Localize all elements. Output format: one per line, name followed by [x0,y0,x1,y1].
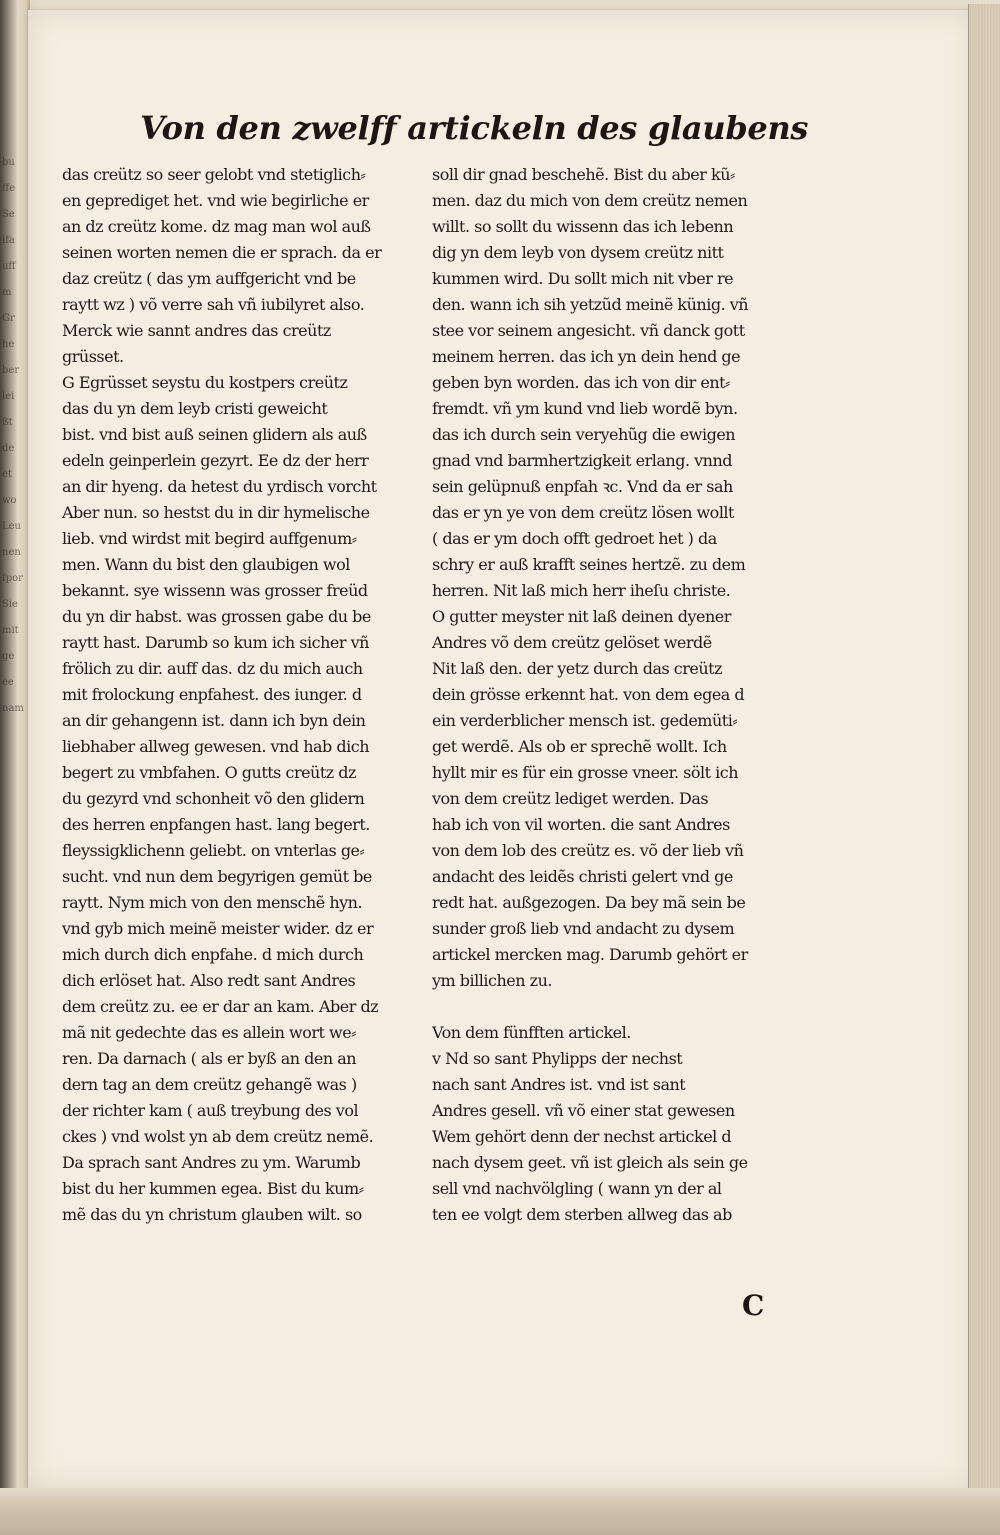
left-page-text-fragments [2,150,26,722]
left-column-line: seinen worten nemen die er sprach. da er [62,243,382,262]
right-column-line: redt hat. außgezogen. Da bey mã sein be [432,893,746,912]
right-column-line: Andres võ dem creütz gelöset werdẽ [432,633,712,652]
left-column-line: liebhaber allweg gewesen. vnd hab dich [62,737,369,756]
left-column-line: grüsset. [62,347,124,366]
right-column-line: das er yn ye von dem creütz lösen wollt [432,503,734,522]
left-column-line: fleyssigklichenn geliebt. on vnterlas ge⸗ [62,841,365,860]
left-column-line: bekannt. sye wissenn was grosser freüd [62,581,368,600]
left-page-fragment: fpor [2,573,23,584]
right-column-line: nach sant Andres ist. vnd ist sant [432,1075,686,1094]
left-column-line: an dir gehangenn ist. dann ich byn dein [62,711,366,730]
left-page-fragment: et [2,469,12,480]
left-page-fragment: ifa [2,235,15,246]
left-page-fragment: wo [2,495,17,506]
left-column-line: das du yn dem leyb cristi geweicht [62,399,328,418]
left-page-fragment: mit [2,625,19,636]
right-column-line: von dem creütz lediget werden. Das [432,789,709,808]
left-page-fragment: bu [2,157,15,168]
right-column-line: hyllt mir es für ein grosse vneer. sölt ich [432,763,739,782]
right-column-line: herren. Nit laß mich herr iheſu christe. [432,581,731,600]
right-column-line: v Nd so sant Phylipps der nechst [432,1049,683,1068]
right-column-line: sein gelüpnuß enpfah ꝛc. Vnd da er sah [432,477,733,496]
left-column-line: begert zu vmbfahen. O gutts creütz dz [62,763,356,782]
left-column-line: ckes ) vnd wolst yn ab dem creütz nemẽ. [62,1127,374,1146]
right-column-line: artickel mercken mag. Darumb gehört er [432,945,748,964]
left-column-line: sucht. vnd nun dem begyrigen gemüt be [62,867,372,886]
left-page-fragment: Gr [2,313,15,324]
right-column-line: dein grösse erkennt hat. von dem egea d [432,685,745,704]
right-column-line: O gutter meyster nit laß deinen dyener [432,607,731,626]
right-column-line: geben byn worden. das ich von dir ent⸗ [432,373,730,392]
left-column-line: der richter kam ( auß treybung des vol [62,1101,359,1120]
right-column-line: ein verderblicher mensch ist. gedemüti⸗ [432,711,738,730]
left-column-line: vnd gyb mich meinẽ meister wider. dz er [62,919,374,938]
left-page-fragment: Se [2,209,15,220]
left-column-line: mã nit gedechte das es allein wort we⸗ [62,1023,356,1042]
left-page-fragment: ßt [2,417,13,428]
left-column-line: Merck wie sannt andres das creütz [62,321,331,340]
right-column-line: ten ee volgt dem sterben allweg das ab [432,1205,732,1224]
left-column-line: des herren enpfangen hast. lang begert. [62,815,370,834]
left-page-fragment: he [2,339,15,350]
left-column-line: G Egrüsset seystu du kostpers creütz [62,373,348,392]
left-column-line: raytt. Nym mich von den menschẽ hyn. [62,893,363,912]
left-column-line: lieb. vnd wirdst mit begird auffgenum⸗ [62,529,357,548]
right-column-line: sunder groß lieb vnd andacht zu dysem [432,919,735,938]
left-column-line: frölich zu dir. auff das. dz du mich auch [62,659,363,678]
left-column-line: raytt hast. Darumb so kum ich sicher vñ [62,633,369,652]
right-column-line: meinem herren. das ich yn dein hend ge [432,347,741,366]
right-column-line: ym billichen zu. [432,971,552,990]
left-page-fragment: nam [2,703,24,714]
left-column-line: raytt wz ) võ verre sah vñ iubilyret also. [62,295,365,314]
right-column-line: Nit laß den. der yetz durch das creütz [432,659,723,678]
left-column-line: daz creütz ( das ym auffgericht vnd be [62,269,356,288]
left-column-line: das creütz so seer gelobt vnd stetiglich⸗ [62,165,366,184]
right-column-line: willt. so sollt du wissenn das ich lebenn [432,217,734,236]
left-page-fragment: ge [2,651,15,662]
left-page-fragment: ffe [2,183,16,194]
right-column-line: Von dem fünfften artickel. [432,1023,631,1042]
right-column-line: andacht des leidẽs christi gelert vnd ge [432,867,733,886]
left-column-line: bist. vnd bist auß seinen glidern als auß [62,425,367,444]
right-column-line: von dem lob des creütz es. võ der lieb vñ [432,841,744,860]
right-column-line: Wem gehört denn der nechst artickel d [432,1127,732,1146]
right-column-line: gnad vnd barmhertzigkeit erlang. vnnd [432,451,733,470]
right-text-column [432,162,777,1228]
left-column-line: men. Wann du bist den glaubigen wol [62,555,350,574]
left-page-fragment: de [2,443,15,454]
right-column-line: sell vnd nachvölgling ( wann yn der al [432,1179,722,1198]
left-column-line: mẽ das du yn christum glauben wilt. so [62,1205,362,1224]
right-column-line: fremdt. vñ ym kund vnd lieb wordẽ byn. [432,399,738,418]
left-column-line: dern tag an dem creütz gehangẽ was ) [62,1075,357,1094]
right-column-line: ( das er ym doch offt gedroet het ) da [432,529,717,548]
left-page-fragment: Sie [2,599,18,610]
left-column-line: edeln geinperlein gezyrt. Ee dz der herr [62,451,369,470]
running-head: Von den zwelff artickeln des glaubens [140,109,809,147]
catchword-initial: C [742,1289,765,1322]
right-column-line: soll dir gnad beschehẽ. Bist du aber kũ⸗ [432,165,735,184]
left-column-line: an dz creütz kome. dz mag man wol auß [62,217,371,236]
right-column-line: Andres gesell. vñ võ einer stat gewesen [432,1101,735,1120]
left-text-column [62,162,402,1228]
right-column-line: den. wann ich sih yetzũd meinẽ künig. vñ [432,295,749,314]
left-page-fragment: m [2,287,12,298]
left-page-fragment: ber [2,365,20,376]
left-column-line: Da sprach sant Andres zu ym. Warumb [62,1153,361,1172]
left-column-line: du yn dir habst. was grossen gabe du be [62,607,371,626]
left-column-line: mit frolockung enpfahest. des iunger. d [62,685,362,704]
left-page-fragment: lei [2,391,15,402]
right-column-line: das ich durch sein veryehũg die ewigen [432,425,736,444]
left-column-line: an dir hyeng. da hetest du yrdisch vorcht [62,477,377,496]
page-edge-stack [968,4,1000,1509]
right-column-line: dig yn dem leyb von dysem creütz nitt [432,243,724,262]
bottom-page-edge [0,1488,1000,1535]
right-column-line [432,994,777,1020]
left-page-fragment: nen [2,547,21,558]
right-column-line: nach dysem geet. vñ ist gleich als sein ge [432,1153,748,1172]
left-page-fragment: uff [2,261,16,272]
right-column-line: get werdẽ. Als ob er sprechẽ wollt. Ich [432,737,727,756]
left-page-fragment: ee [2,677,14,688]
left-column-line: Aber nun. so hestst du in dir hymelische [62,503,370,522]
left-column-line: dich erlöset hat. Also redt sant Andres [62,971,356,990]
left-column-line: du gezyrd vnd schonheit võ den glidern [62,789,365,808]
right-column-line: kummen wird. Du sollt mich nit vber re [432,269,734,288]
right-column-line: hab ich von vil worten. die sant Andres [432,815,730,834]
left-column-line: en geprediget het. vnd wie begirliche er [62,191,369,210]
left-column-line: mich durch dich enpfahe. d mich durch [62,945,364,964]
left-column-line: dem creütz zu. ee er dar an kam. Aber dz [62,997,379,1016]
right-column-line: men. daz du mich von dem creütz nemen [432,191,748,210]
left-column-line: bist du her kummen egea. Bist du kum⸗ [62,1179,364,1198]
right-column-line: stee vor seinem angesicht. vñ danck gott [432,321,745,340]
left-page-fragment: Leu [2,521,21,532]
right-column-line: schry er auß krafft seines hertzẽ. zu dem [432,555,746,574]
left-column-line: ren. Da darnach ( als er byß an den an [62,1049,357,1068]
